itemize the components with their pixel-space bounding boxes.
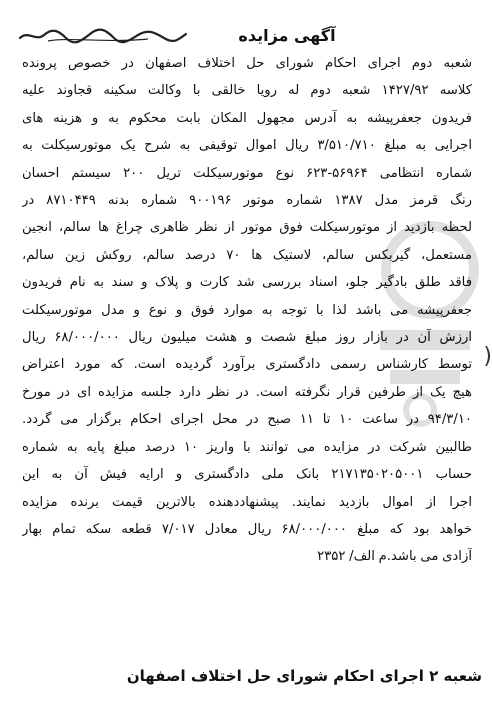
body-line: لحظه بازدید از موتورسیکلت فوق موتور از نظر ظاهری چراغ ها سالم، انجین xyxy=(22,220,472,236)
body-line: خواهد بود که مبلغ ۶۸/۰۰۰/۰۰۰ ریال معادل ۷/۰۱۷ قطعه سکه تمام بهار xyxy=(22,521,472,537)
notice-footer-signature: شعبه ۲ اجرای احکام شورای حل اختلاف اصفهان xyxy=(126,667,482,685)
body-line: مستعمل، گیربکس سالم، لاستیک ها ۷۰ درصد سالم، روکش زین سالم، xyxy=(22,247,472,263)
body-line: هیچ یک از طرفین قرار نگرفته است. در نظر دارد جلسه مزایده ای در مورخ xyxy=(22,384,472,400)
notice-title: آگهی مزایده xyxy=(238,26,336,45)
body-line: کلاسه ۱۴۲۷/۹۲ شعبه دوم له رویا خالقی با وکالت سکینه قجاوند علیه xyxy=(22,83,472,99)
body-line: آزادی می باشد.م الف/ ۲۳۵۲ xyxy=(317,549,472,565)
body-line: فریدون جعفرپیشه به آدرس مجهول المکان بابت محکوم به و هزینه های xyxy=(22,110,472,126)
body-line: حساب ۲۱۷۱۳۵۰۲۰۵۰۰۱ بانک ملی دادگستری و ارایه فیش آن به این xyxy=(22,467,472,483)
margin-mark: ) xyxy=(483,344,492,369)
body-line: طالبین شرکت در مزایده می توانند با واریز ۱۰ درصد مبلغ پایه به شماره xyxy=(22,439,472,455)
body-line: شماره انتظامی ۵۶۹۶۴-۶۲۳ نوع موتورسیکلت تریل ۲۰۰ سیستم احسان xyxy=(22,165,472,181)
handwritten-scribble xyxy=(18,26,188,46)
body-line: ۹۴/۳/۱۰ در ساعت ۱۰ تا ۱۱ صبح در محل اجرای احکام برگزار می گردد. xyxy=(22,412,472,428)
body-line: اجرایی به مبلغ ۳/۵۱۰/۷۱۰ ریال اموال توقیفی به شرح یک موتورسیکلت به xyxy=(22,138,472,154)
body-line: رنگ قرمز مدل ۱۳۸۷ شماره موتور ۹۰۰۱۹۶ شماره بدنه ۸۷۱۰۴۴۹ در xyxy=(22,193,472,209)
auction-notice xyxy=(6,6,486,700)
body-line: فاقد طلق بادگیر جلو، اسناد بررسی شد کارت و پلاک و سند به نام فریدون xyxy=(22,275,472,291)
body-line: جعفرپیشه می باشد لذا با توجه به موارد فوق و نوع و مدل موتورسیکلت xyxy=(22,302,472,318)
notice-body xyxy=(22,50,472,571)
body-line: شعبه دوم اجرای احکام شورای حل اختلاف اصفهان در خصوص پرونده xyxy=(22,56,472,71)
body-line: ارزش آن در بازار روز مبلغ شصت و هشت میلیون ریال ۶۸/۰۰۰/۰۰۰ ریال xyxy=(22,330,472,346)
body-line: توسط کارشناس رسمی دادگستری برآورد گردیده است. که مورد اعتراض xyxy=(22,357,472,373)
body-line: اجرا از اموال بازدید نمایند. پیشنهاددهنده بالاترین قیمت برنده مزایده xyxy=(22,494,472,510)
